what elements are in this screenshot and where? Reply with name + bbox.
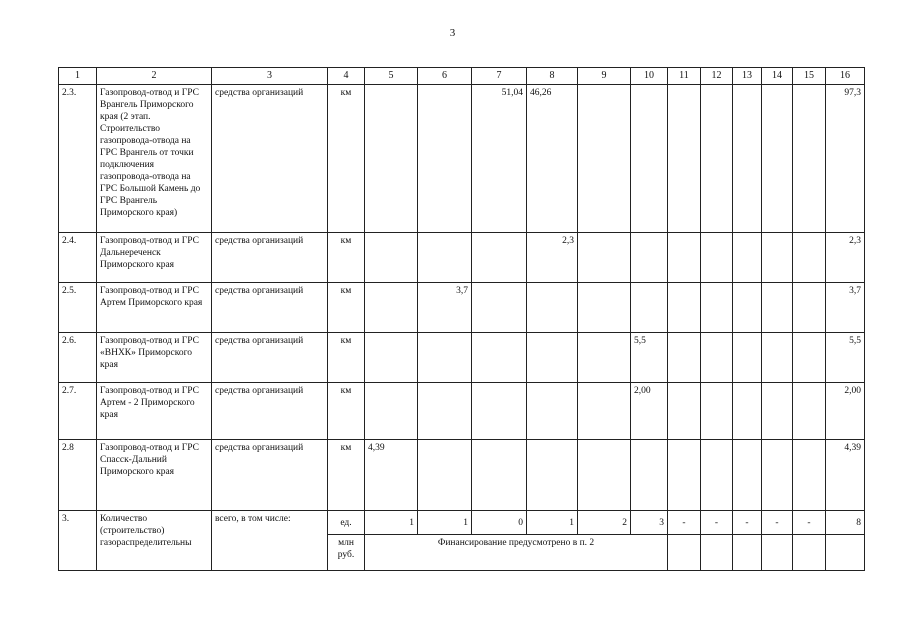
value-cell [631,85,668,233]
unit: ед. [328,511,365,535]
value-cell [365,333,418,383]
value-cell [472,333,527,383]
header-cell: 7 [472,68,527,85]
header-cell: 13 [733,68,762,85]
value-cell [793,333,826,383]
unit: км [328,233,365,283]
header-cell: 11 [668,68,701,85]
page-number: 3 [449,27,456,39]
row-number: 2.3. [59,85,97,233]
unit: км [328,283,365,333]
value-cell [701,333,733,383]
value-cell [668,383,701,440]
value-cell [733,85,762,233]
value-cell [733,440,762,511]
header-row [59,68,865,85]
object-name: Газопровод-отвод и ГРС Врангель Приморского края (2 этап. Строительство газопровода-отвода на ГРС Врангель от точки подключения газопровода-отвода на ГРС Большой Камень до ГРС Врангель Приморского края) [97,85,212,233]
value-cell [578,440,631,511]
financing-note: Финансирование предусмотрено в п. 2 [365,535,668,571]
value-cell [762,233,793,283]
value-cell: 2 [578,511,631,535]
value-cell [418,333,472,383]
value-cell [668,283,701,333]
value-cell [527,333,578,383]
header-cell: 8 [527,68,578,85]
value-cell [668,85,701,233]
funding-source: средства организаций [212,440,328,511]
plan-table [58,67,865,571]
object-name: Газопровод-отвод и ГРС «ВНХК» Приморского края [97,333,212,383]
header-cell: 15 [793,68,826,85]
value-cell: 5,5 [826,333,865,383]
header-cell: 2 [97,68,212,85]
table-row [59,383,865,440]
object-name: Газопровод-отвод и ГРС Артем - 2 Приморского края [97,383,212,440]
value-cell [578,283,631,333]
value-cell: 8 [826,511,865,535]
value-cell [793,535,826,571]
value-cell: 2,3 [527,233,578,283]
value-cell [701,233,733,283]
header-cell: 14 [762,68,793,85]
value-cell: 46,26 [527,85,578,233]
value-cell: 1 [365,511,418,535]
value-cell [733,383,762,440]
row-number: 3. [59,511,97,571]
value-cell [578,233,631,283]
value-cell [762,85,793,233]
value-cell [472,440,527,511]
value-cell [701,283,733,333]
header-cell: 6 [418,68,472,85]
value-cell [365,233,418,283]
value-cell: 1 [418,511,472,535]
row-number: 2.5. [59,283,97,333]
object-name: Количество (строительство) газораспределительны [97,511,212,571]
unit: км [328,333,365,383]
value-cell [701,440,733,511]
value-cell [668,233,701,283]
value-cell [578,383,631,440]
table-row [59,283,865,333]
value-cell: 4,39 [826,440,865,511]
funding-source: всего, в том числе: [212,511,328,571]
value-cell: 2,3 [826,233,865,283]
table-row [59,333,865,383]
value-cell [365,383,418,440]
value-cell: 0 [472,511,527,535]
value-cell [578,85,631,233]
funding-source: средства организаций [212,333,328,383]
value-cell [733,333,762,383]
value-cell [365,85,418,233]
value-cell [527,283,578,333]
table-row [59,233,865,283]
header-cell: 10 [631,68,668,85]
value-cell: 4,39 [365,440,418,511]
value-cell: - [668,511,701,535]
value-cell [762,440,793,511]
value-cell: 97,3 [826,85,865,233]
funding-source: средства организаций [212,85,328,233]
header-cell: 16 [826,68,865,85]
header-cell: 4 [328,68,365,85]
unit: км [328,440,365,511]
value-cell: 3 [631,511,668,535]
value-cell: 1 [527,511,578,535]
row-number: 2.6. [59,333,97,383]
funding-source: средства организаций [212,283,328,333]
value-cell [793,283,826,333]
object-name: Газопровод-отвод и ГРС Артем Приморского края [97,283,212,333]
value-cell: - [762,511,793,535]
object-name: Газопровод-отвод и ГРС Дальнереченск Приморского края [97,233,212,283]
value-cell [701,535,733,571]
object-name: Газопровод-отвод и ГРС Спасск-Дальний Приморского края [97,440,212,511]
row-number: 2.8 [59,440,97,511]
value-cell [578,333,631,383]
value-cell [762,383,793,440]
value-cell [762,283,793,333]
table-row [59,440,865,511]
value-cell [631,283,668,333]
value-cell [762,535,793,571]
table-row [59,511,865,535]
funding-source: средства организаций [212,233,328,283]
value-cell [668,535,701,571]
value-cell: 2,00 [631,383,668,440]
value-cell [631,440,668,511]
value-cell [418,85,472,233]
value-cell [733,535,762,571]
value-cell: 51,04 [472,85,527,233]
value-cell [668,440,701,511]
value-cell [733,233,762,283]
value-cell: 2,00 [826,383,865,440]
value-cell [527,440,578,511]
value-cell [793,85,826,233]
value-cell [418,383,472,440]
value-cell [826,535,865,571]
value-cell: 5,5 [631,333,668,383]
value-cell [793,440,826,511]
value-cell [527,383,578,440]
value-cell [472,233,527,283]
value-cell [733,283,762,333]
value-cell: - [733,511,762,535]
funding-source: средства организаций [212,383,328,440]
header-cell: 3 [212,68,328,85]
value-cell [701,85,733,233]
value-cell [762,333,793,383]
value-cell: 3,7 [826,283,865,333]
value-cell [793,233,826,283]
unit: км [328,383,365,440]
header-cell: 12 [701,68,733,85]
row-number: 2.7. [59,383,97,440]
value-cell: - [701,511,733,535]
value-cell [418,440,472,511]
value-cell [631,233,668,283]
value-cell [701,383,733,440]
header-cell: 9 [578,68,631,85]
value-cell [472,283,527,333]
unit: млн руб. [328,535,365,571]
row-number: 2.4. [59,233,97,283]
value-cell [365,283,418,333]
unit: км [328,85,365,233]
value-cell: - [793,511,826,535]
header-cell: 5 [365,68,418,85]
value-cell [418,233,472,283]
value-cell [472,383,527,440]
table-row [59,85,865,233]
header-cell: 1 [59,68,97,85]
value-cell: 3,7 [418,283,472,333]
value-cell [793,383,826,440]
value-cell [668,333,701,383]
